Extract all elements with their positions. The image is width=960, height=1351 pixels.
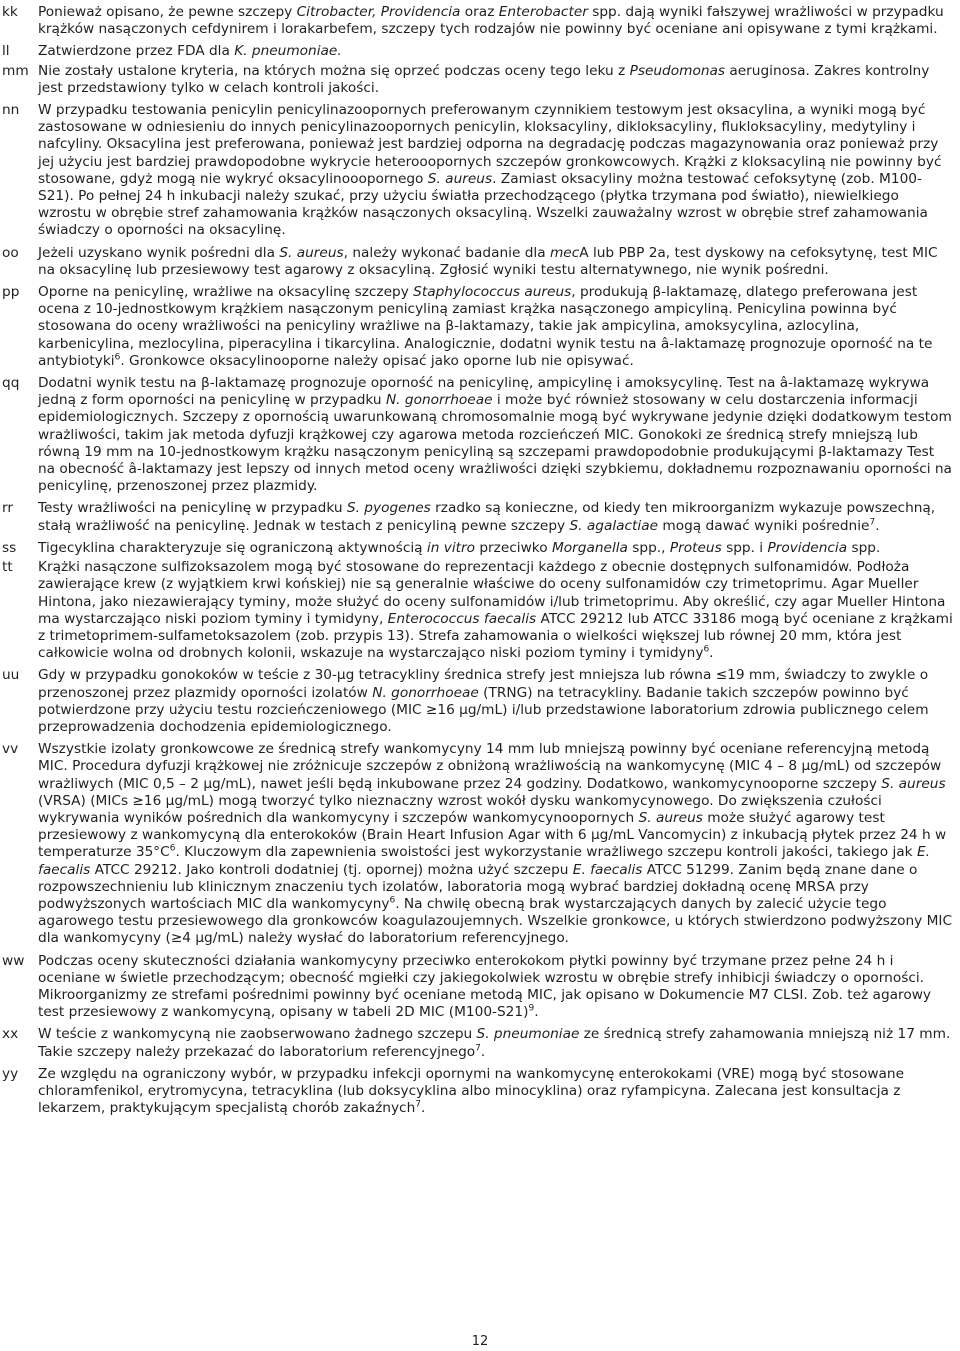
footnote-marker: uu	[2, 667, 20, 684]
italic-term: Morganella	[551, 539, 628, 556]
text-run: spp. i	[721, 539, 768, 556]
footnote-marker: ll	[2, 43, 10, 60]
text-run: może służyć agarowy test przesiewowy z wankomycyną dla enterokoków (Brain Heart Infusion Agar with 6 μg/mL Vancomycin) z inkubacją płytek przez 24 h w temperaturze 35°C	[38, 809, 947, 861]
footnote-kk	[0, 4, 960, 38]
footnote-text	[38, 500, 960, 534]
footnote-xx	[0, 1026, 960, 1060]
footnote-yy	[0, 1066, 960, 1118]
text-run: , produkują β-laktamazę, dlatego preferowana jest ocena z 10-jednostkowym krążkiem nasączonym penicyliną zamiast krążka nasączonego ampicyliną. Penicylina powinna być stosowana do oceny wrażliwości na penicyliny wrażliwe na β-laktamazy, takie jak ampicylina, amoksycylina, azlocylina, karbenicylina, mezlocylina, piperacylina i tikarcylina. Analogicznie, dodatni wynik testu na â-laktamazę prognozuje oporność na te antybiotyki	[38, 284, 933, 369]
reference-superscript: 7	[869, 517, 876, 528]
italic-term: Staphylococcus aureus	[413, 284, 572, 301]
text-run: Krążki nasączone sulfizoksazolem mogą być stosowane do reprezentacji każdego z obecnie dostępnych sulfonamidów. Podłoża zawierające krew (z wyjątkiem krwi końskiej) nie są generalnie właściwe do oceny sulfonamidów czy trimetoprimu. Agar Mueller Hintona, jako niezawierający tyminy, może służyć do oceny sulfonamidów i/lub trimetoprimu. Aby określić, czy agar Mueller Hintona ma wystarczająco niski poziom tyminy i tymidyny,	[38, 559, 946, 627]
reference-superscript: 6	[169, 843, 176, 854]
footnote-marker: oo	[2, 244, 19, 261]
footnote-text	[38, 741, 960, 947]
footnote-text	[38, 102, 960, 240]
footnote-text	[38, 375, 960, 495]
text-run: i może być również stosowany w celu dostarczenia informacji epidemiologicznych. Szczepy z opornością uwarunkowaną chromosomalnie mogą być wykrywane jedynie dzięki dodatkowym testom wrażliwości, takim jak metoda dyfuzji krążkowej czy agarowa metoda rozcieńczeń MIC. Gonokoki ze średnicą strefy mniejszą lub równą 19 mm na 10-jednostkowym krążku nasączonym penicyliną są szczepami prawdopodobnie produkującymi β-laktamazy Test na obecność â-laktamazy jest lepszy od innych metod oceny wrażliwości dzięki szybkiemu, dokładnemu rozpoznawaniu oporności na penicylinę, przenoszonej przez plazmidy.	[38, 392, 952, 495]
text-run: ze średnicą strefy zahamowania mniejszą niż 17 mm. Takie szczepy należy przekazać do laboratorium referencyjnego	[38, 1026, 951, 1060]
text-run: rzadko są konieczne, od kiedy ten mikroorganizm wykazuje powszechną, stałą wrażliwość na penicylinę. Jednak w testach z penicyliną pewne szczepy	[38, 500, 936, 534]
italic-term: Enterobacter	[498, 4, 588, 20]
footnote-marker: tt	[2, 559, 13, 576]
footnote-marker: nn	[2, 102, 20, 119]
italic-term: Enterococcus faecalis	[387, 610, 537, 627]
footnote-text	[38, 245, 960, 279]
text-run: Oporne na penicylinę, wrażliwe na oksacylinę szczepy	[38, 284, 414, 301]
text-run: aeruginosa. Zakres kontrolny jest przedstawiony tylko w celach kontroli jakości.	[38, 62, 930, 96]
text-run: spp.	[847, 539, 881, 556]
reference-superscript: 6	[703, 644, 710, 655]
footnote-text	[38, 1066, 960, 1118]
italic-term: N. gonorrhoeae	[372, 684, 479, 701]
footnote-marker: yy	[2, 1065, 19, 1082]
text-run: Tigecyklina charakteryzuje się ograniczoną aktywnością	[38, 539, 427, 556]
footnote-qq	[0, 375, 960, 495]
footnote-ss	[0, 540, 960, 557]
text-run: . Zamiast oksacyliny można testować cefoksytynę (zob. M100-S21). Po pełnej 24 h inkubacji należy szukać, przy użyciu światła przechodzącego (płytka trzymana pod światło), niewielkiego wzrostu w obrębie stref zahamowania krążków nasączonych oksacyliną. Wszelki zauważalny wzrost w obrębie stref zahamowania świadczy o oporności na oksacylinę.	[38, 170, 928, 239]
footnote-text	[38, 284, 960, 370]
italic-term: K. pneumoniae.	[234, 43, 342, 60]
text-run: W teście z wankomycyną nie zaobserwowano żadnego szczepu	[38, 1026, 477, 1043]
reference-superscript: 7	[475, 1043, 481, 1054]
text-run: Nie zostały ustalone kryteria, na których można się oprzeć podczas oceny tego leku z	[38, 62, 630, 79]
italic-term: S. aureus	[638, 809, 703, 826]
text-run: .	[534, 1004, 539, 1021]
italic-term: S. aureus	[427, 170, 493, 187]
reference-superscript: 6	[114, 352, 121, 363]
footnote-marker: qq	[2, 375, 20, 392]
italic-term: S. pneumoniae	[476, 1026, 580, 1043]
text-run: Wszystkie izolaty gronkowcowe ze średnicą strefy wankomycyny 14 mm lub mniejszą powinny być oceniane referencyjną metodą MIC. Procedura dyfuzji krążkowej nie zróżnicuje szczepów z obniżoną wrażliwością na wankomycynę (MIC 4 – 8 μg/mL) od szczepów wrażliwych (MIC 0,5 – 2 μg/mL), nawet jeśli będą inkubowane przez 24 godziny. Dodatkowo, wankomycynooporne szczepy	[38, 741, 942, 792]
footnote-vv	[0, 741, 960, 947]
italic-term: S. aureus	[279, 244, 344, 261]
footnote-marker: rr	[2, 500, 14, 517]
italic-term: S. pyogenes	[346, 500, 431, 517]
text-run: Ponieważ opisano, że pewne szczepy	[38, 4, 297, 20]
text-run: .	[480, 1043, 486, 1060]
text-run: Testy wrażliwości na penicylinę w przypadku	[38, 500, 347, 517]
text-run: Jeżeli uzyskano wynik pośredni dla	[38, 244, 280, 261]
text-run: Podczas oceny skuteczności działania wankomycyny przeciwko enterokokom płytki powinny być trzymane przez pełne 24 h i oceniane w świetle przechodzącym; obecność mgiełki czy jakiegokolwiek wzrostu w obrębie strefy inhibicji świadczy o oporności. Mikroorganizmy ze strefami pośrednimi powinny być oceniane metodą MIC, jak opisano w Dokumencie M7 CLSI. Zob. też agarowy test przesiewowy z wankomycyną, opisany w tabeli 2D MIC (M100-S21)	[38, 952, 932, 1021]
text-run: W przypadku testowania penicylin penicylinazoopornych preferowanym czynnikiem testowym jest oksacylina, a wyniki mogą być zastosowane w odniesieniu do innych penicylinazoopornych penicylin, kloksacyliny, dikloksacyliny, flukloksacyliny, medytyliny i nafcyliny. Oksacylina jest preferowana, ponieważ jest bardziej odporna na degradację podczas magazynowania oraz ponieważ przy jej użyciu jest bardziej prawdopodobne wykrycie heterooopornych szczepów gronkowcowych. Krążki z kloksacyliną nie powinny być stosowane, gdyż mogą nie wykryć oksacylinooopornego	[38, 102, 942, 187]
italic-term: Pseudomonas	[629, 62, 726, 79]
footnote-marker: ww	[2, 952, 25, 969]
footnote-mm	[0, 63, 960, 97]
text-run: Gdy w przypadku gonokoków w teście z 30-μg tetracykliny średnica strefy jest mniejsza lub równa ≤19 mm, świadczy to zwykle o przenoszonej przez plazmidy oporności izolatów	[38, 667, 929, 701]
footnote-text	[38, 63, 960, 97]
text-run: oraz	[460, 4, 499, 20]
text-run: A lub PBP 2a, test dyskowy na cefoksytynę, test MIC na oksacylinę lub przesiewowy test agarowy z oksacyliną. Zgłosić wyniki testu alternatywnego, nie wynik pośredni.	[38, 244, 938, 278]
text-run: Ze względu na ograniczony wybór, w przypadku infekcji opornymi na wankomycynę enterokokami (VRE) mogą być stosowane chloramfenikol, erytromycyna, tetracyklina (lub doksycyklina albo minocyklina) oraz ryfampicyna. Zalecana jest konsultacja z lekarzem, praktykującym specjalistą chorób zakaźnych	[38, 1065, 905, 1117]
footnote-text	[38, 540, 960, 557]
text-run: . Kluczowym dla zapewnienia swoistości jest wykorzystanie wrażliwego szczepu kontroli jakości, takiego jak	[175, 844, 917, 861]
page-number: 12	[471, 1334, 489, 1349]
footnote-marker: mm	[2, 62, 29, 79]
italic-term: S. aureus	[881, 775, 946, 792]
text-run: , należy wykonać badanie dla	[343, 244, 550, 261]
reference-superscript: 7	[415, 1099, 421, 1110]
text-run: ATCC 51299. Zanim będą znane dane o rozpowszechnieniu lub klinicznym znaczeniu tych izolatów, laboratoria mogą wybrać bardziej dokładną ocenę MRSA przy podwyższonych wartościach MIC dla wankomycyny	[38, 861, 918, 912]
italic-term: mec	[549, 244, 580, 261]
text-run: (VRSA) (MICs ≥16 μg/mL) mogą tworzyć tylko nieznaczny wzrost wokół dysku wankomycynowego. Do zwiększenia czułości wykrywania wyników pośrednich dla wankomycyny i szczepów wankomycynoopornych	[38, 792, 882, 826]
text-run: (TRNG) na tetracykliny. Badanie takich szczepów powinno być potwierdzone przy użyciu testu rozcieńczeniowego (MIC ≥16 μg/mL) i/lub przedstawione laboratorium zdrowia publicznego celem przeprowadzenia dochodzenia epidemiologicznego.	[38, 684, 929, 735]
footnote-marker: pp	[2, 284, 20, 301]
text-run: .	[421, 1100, 426, 1117]
italic-term: E. faecalis	[572, 861, 643, 878]
footnote-text	[38, 667, 960, 736]
reference-superscript: 6	[389, 895, 396, 906]
footnote-ww	[0, 953, 960, 1022]
italic-term: N. gonorrhoeae	[385, 392, 493, 409]
footnote-uu	[0, 667, 960, 736]
text-run: ATCC 29212. Jako kontroli dodatniej (tj. opornej) można użyć szczepu	[90, 861, 573, 878]
text-run: .	[875, 517, 880, 534]
text-run: przeciwko	[475, 539, 552, 556]
footnote-marker: xx	[2, 1026, 19, 1043]
footnote-marker: ss	[2, 539, 17, 556]
footnote-oo	[0, 245, 960, 279]
footnote-ll	[0, 43, 960, 60]
footnote-text	[38, 559, 960, 662]
text-run: spp.,	[627, 539, 670, 556]
footnote-pp	[0, 284, 960, 370]
text-run: Dodatni wynik testu na β-laktamazę prognozuje oporność na penicylinę, ampicylinę i amoksycylinę. Test na â-laktamazę wykrywa jedną z form oporności na penicylinę w przypadku	[38, 375, 930, 409]
italic-term: S. agalactiae	[569, 517, 659, 534]
italic-term: in vitro	[426, 539, 475, 556]
footnote-marker: vv	[2, 741, 19, 758]
footnote-text	[38, 43, 960, 60]
footnote-tt	[0, 559, 960, 662]
footnote-text	[38, 1026, 960, 1060]
footnote-text	[38, 4, 960, 38]
text-run: ATCC 29212 lub ATCC 33186 mogą być oceniane z krążkami z trimetoprimem-sulfametoksazolem (zob. przypis 13). Strefa zahamowania o wielkości większej lub równej 20 mm, która jest całkowicie wolna od drobnych kolonii, wskazuje na wystarczająco niski poziom tyminy i tymidyny	[38, 610, 953, 662]
italic-term: Citrobacter, Providencia	[296, 4, 461, 20]
italic-term: E. faecalis	[38, 844, 930, 878]
footnote-text	[38, 953, 960, 1022]
italic-term: Proteus	[669, 539, 722, 556]
text-run: . Gronkowce oksacylinooporne należy opisać jako oporne lub nie opisywać.	[120, 352, 634, 369]
text-run: mogą dawać wyniki pośrednie	[658, 517, 870, 534]
text-run: .	[709, 645, 714, 662]
footnote-nn	[0, 102, 960, 240]
text-run: Zatwierdzone przez FDA dla	[38, 43, 235, 60]
footnote-rr	[0, 500, 960, 534]
footnote-marker: kk	[2, 4, 18, 20]
reference-superscript: 9	[528, 1003, 535, 1014]
italic-term: Providencia	[767, 539, 848, 556]
text-run: . Na chwilę obecną brak wystarczających danych by zalecić użycie tego agarowego testu przesiewowego dla gronkowców koagulazoujemnych. Wszelkie gronkowce, u których stwierdzono podwyższony MIC dla wankomycyny (≥4 μg/mL) należy wysłać do laboratorium referencyjnego.	[38, 895, 953, 947]
text-run: spp. dają wyniki fałszywej wrażliwości w przypadku krążków nasączonych cefdynirem i lorakarbefem, szczepy tych rodzajów nie powinny być oceniane ani opisywane z tymi krążkami.	[38, 4, 944, 38]
